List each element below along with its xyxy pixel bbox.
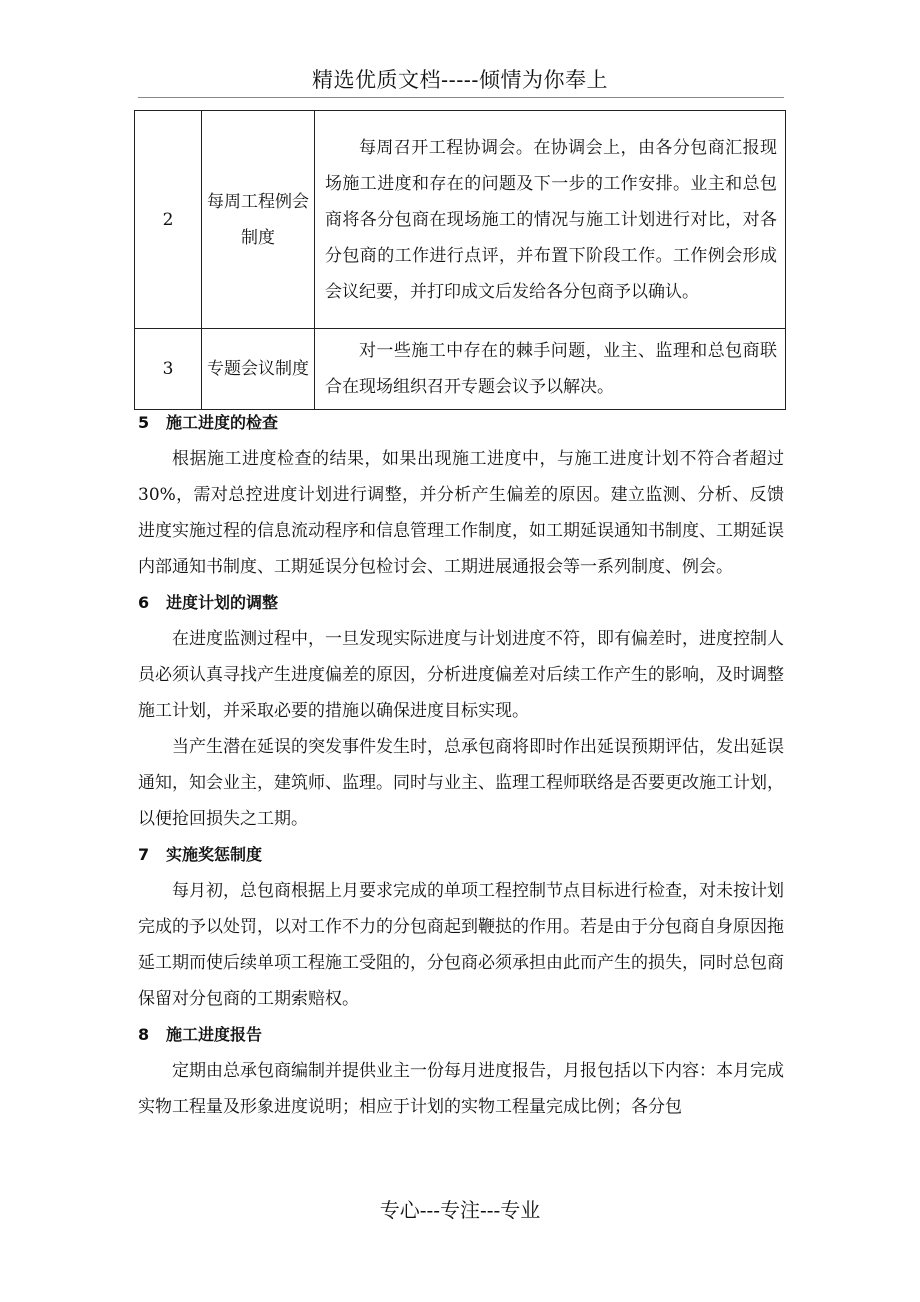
section-heading: [138, 585, 784, 621]
section-heading: [138, 1017, 784, 1053]
row-number: 2: [135, 111, 202, 329]
paragraph: 在进度监测过程中，一旦发现实际进度与计划进度不符，即有偏差时，进度控制人员必须认真寻找产生进度偏差的原因，分析进度偏差对后续工作产生的影响，及时调整施工计划，并采取必要的措施以确保进度目标实现。: [138, 629, 784, 721]
paragraph: 当产生潜在延误的突发事件发生时，总承包商将即时作出延误预期评估，发出延误通知，知会业主，建筑师、监理。同时与业主、监理工程师联络是否要更改施工计划，以便抢回损失之工期。: [138, 737, 784, 829]
section-7: [138, 837, 784, 1017]
row-description: 每周召开工程协调会。在协调会上，由各分包商汇报现场施工进度和存在的问题及下一步的工作安排。业主和总包商将各分包商在现场施工的情况与施工计划进行对比，对各分包商的工作进行点评，并布置下阶段工作。工作例会形成会议纪要，并打印成文后发给各分包商予以确认。: [315, 111, 786, 329]
section-5: [138, 405, 784, 585]
section-8: [138, 1017, 784, 1125]
meeting-system-table: [134, 110, 786, 410]
page-header: 精选优质文档-----倾情为你奉上: [312, 68, 608, 92]
section-heading: [138, 405, 784, 441]
section-number: 7: [138, 845, 150, 864]
paragraph: 每月初，总包商根据上月要求完成的单项工程控制节点目标进行检查，对未按计划完成的予以处罚，以对工作不力的分包商起到鞭挞的作用。若是由于分包商自身原因拖延工期而使后续单项工程施工受阻的，分包商必须承担由此而产生的损失，同时总包商保留对分包商的工期索赔权。: [138, 881, 784, 1009]
row-description: 对一些施工中存在的棘手问题，业主、监理和总包商联合在现场组织召开专题会议予以解决。: [315, 329, 786, 410]
section-title: 实施奖惩制度: [166, 845, 263, 864]
row-name: 专题会议制度: [202, 329, 315, 410]
section-number: 6: [138, 593, 150, 612]
section-heading: [138, 837, 784, 873]
page-footer: 专心---专注---专业: [379, 1198, 541, 1222]
table-row: [135, 111, 786, 329]
section-title: 施工进度报告: [166, 1025, 263, 1044]
row-number: 3: [135, 329, 202, 410]
section-6: [138, 585, 784, 837]
section-number: 8: [138, 1025, 150, 1044]
table-row: [135, 329, 786, 410]
row-name: 每周工程例会制度: [202, 111, 315, 329]
section-title: 施工进度的检查: [166, 413, 279, 432]
header-divider: [138, 97, 784, 98]
paragraph: 根据施工进度检查的结果，如果出现施工进度中，与施工进度计划不符合者超过30%，需对总控进度计划进行调整，并分析产生偏差的原因。建立监测、分析、反馈进度实施过程的信息流动程序和信息管理工作制度，如工期延误通知书制度、工期延误内部通知书制度、工期延误分包检讨会、工期进展通报会等一系列制度、例会。: [138, 449, 784, 577]
document-body: [138, 405, 784, 1125]
section-title: 进度计划的调整: [166, 593, 279, 612]
paragraph: 定期由总承包商编制并提供业主一份每月进度报告，月报包括以下内容：本月完成实物工程量及形象进度说明；相应于计划的实物工程量完成比例；各分包: [138, 1061, 784, 1117]
section-number: 5: [138, 413, 150, 432]
